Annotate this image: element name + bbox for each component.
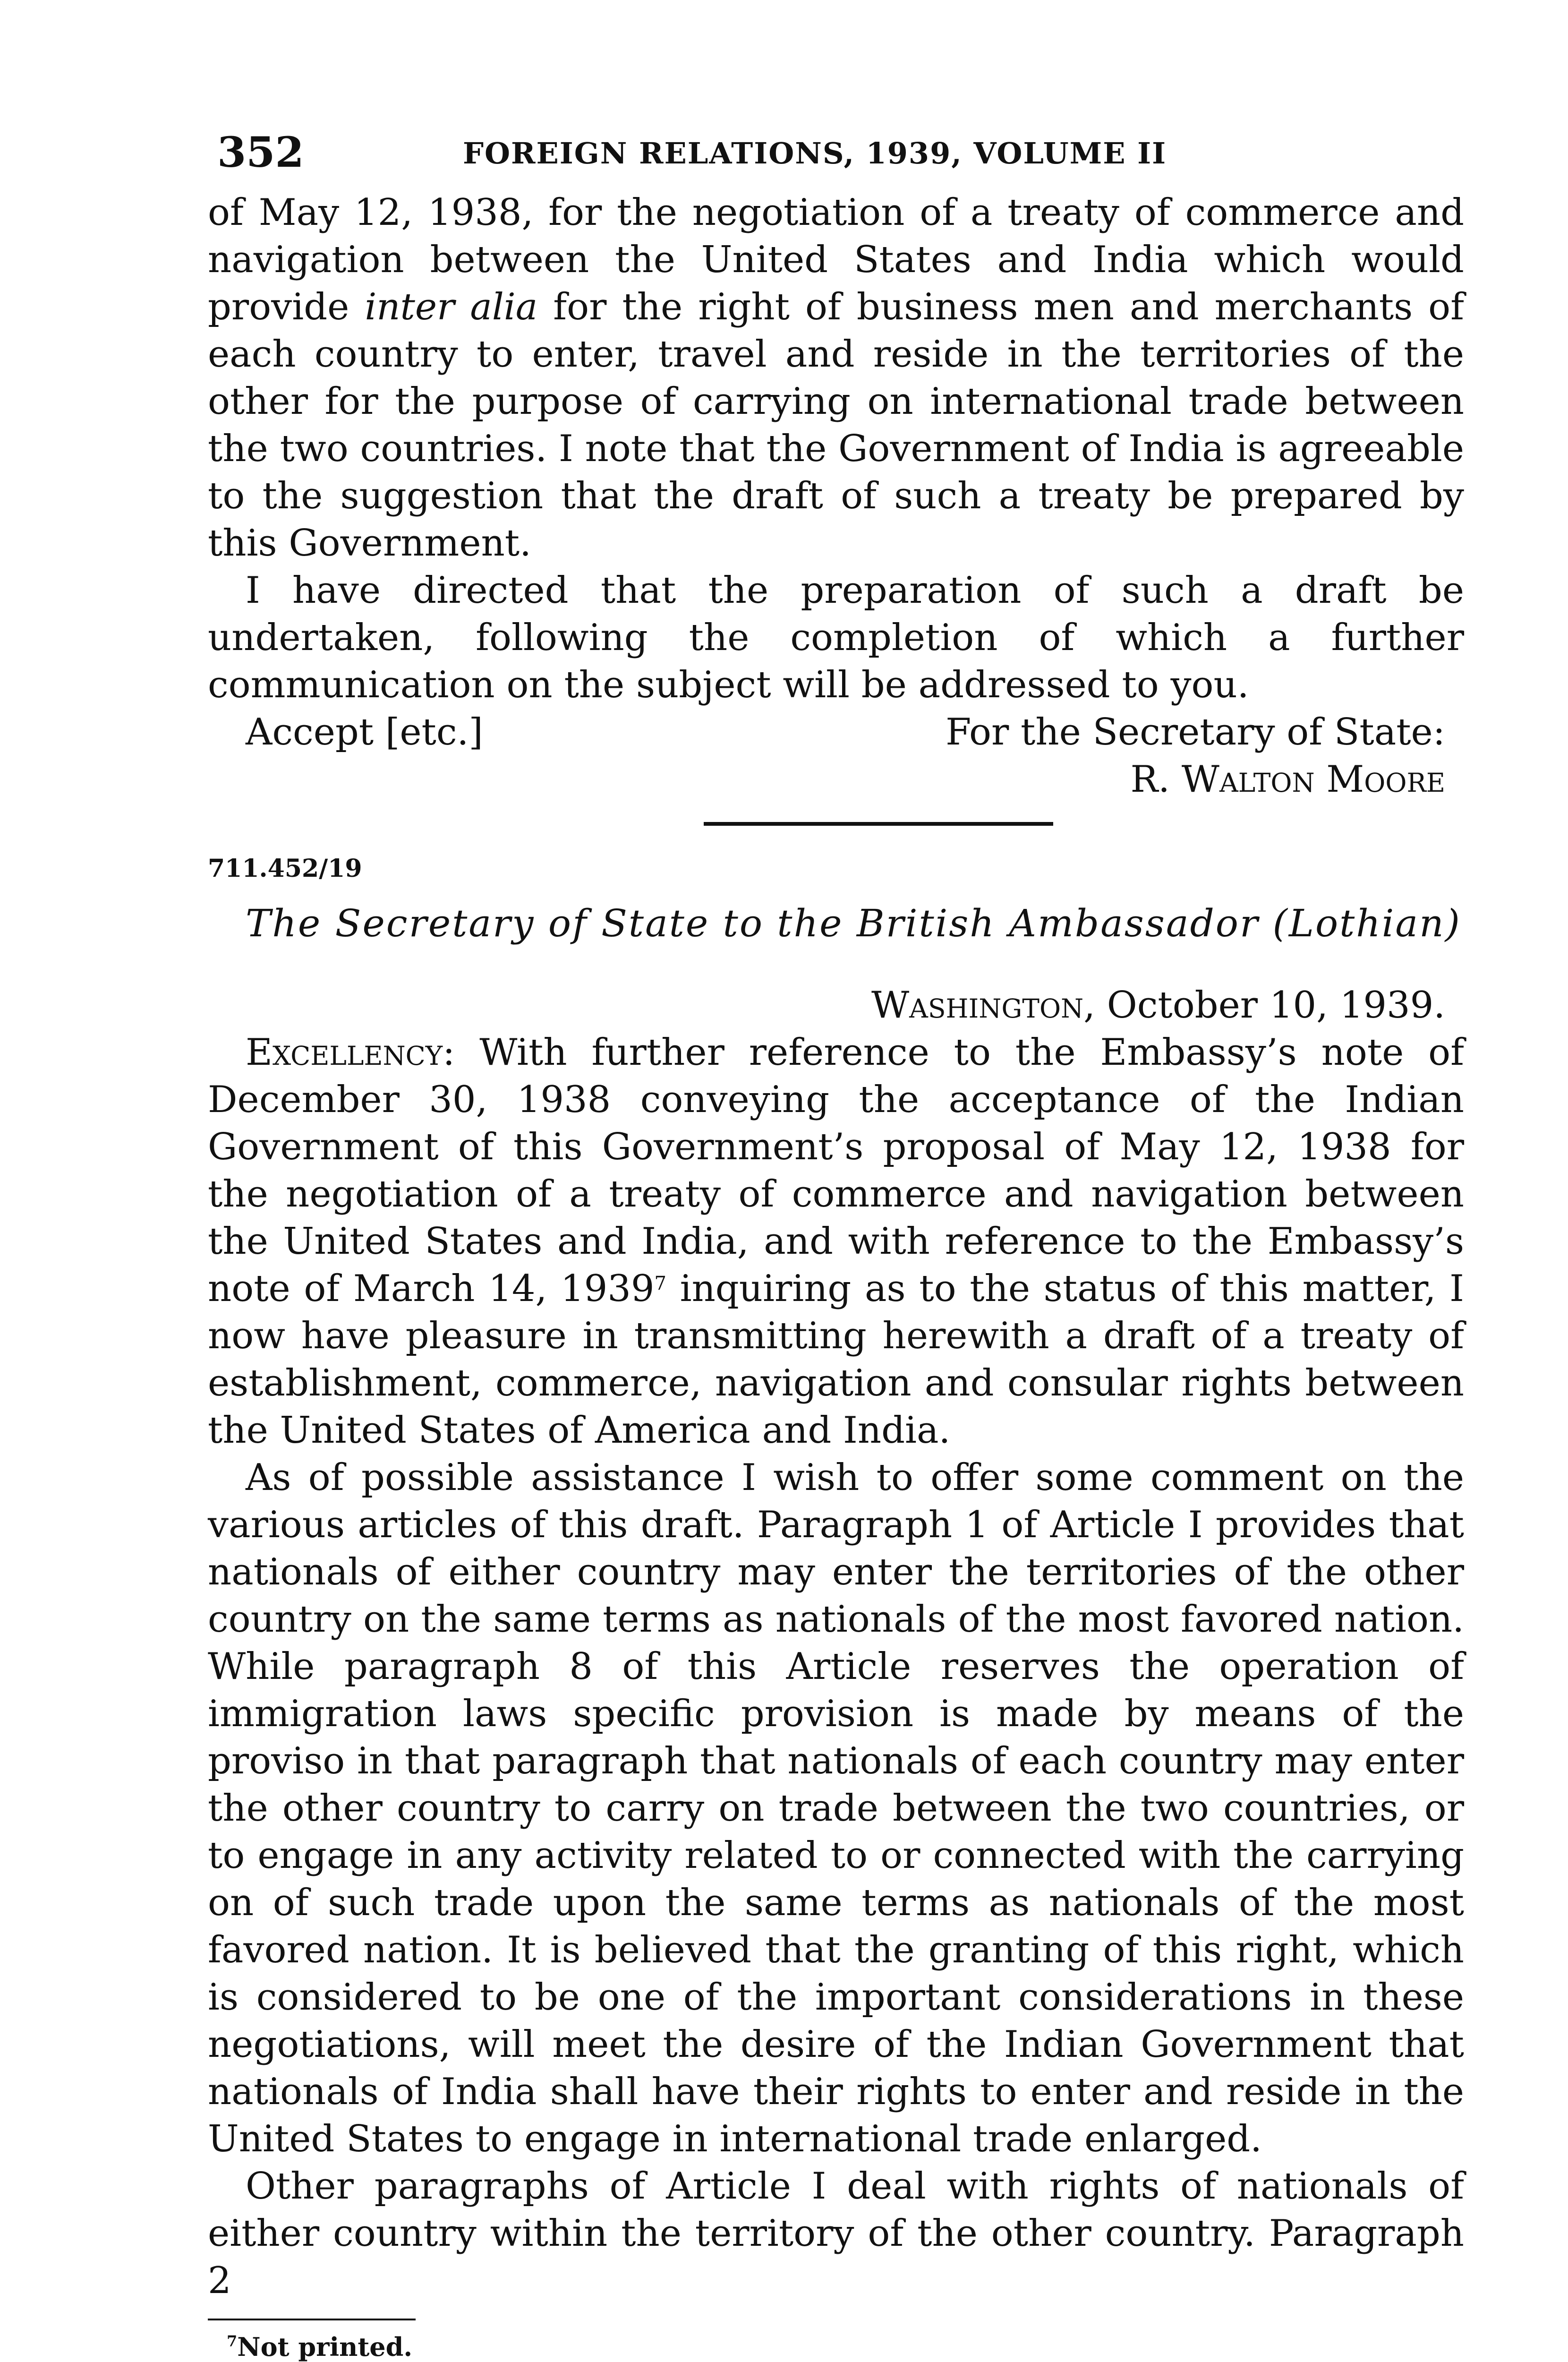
- footnote-rule: [208, 2319, 416, 2320]
- signature: R. Walton Moore: [1130, 758, 1445, 801]
- letter-2-paragraph-3: Other paragraphs of Article I deal with rights of nationals of either country within the territory of the other country. Paragraph 2: [208, 2165, 1464, 2302]
- letter-2-paragraph-2: As of possible assistance I wish to offer some comment on the various articles of this draft. Paragraph 1 of Article I provides that nationals of either country may enter the territories of the other country on the same terms as nationals of the most favored nation. While paragraph 8 of this Article reserves the operation of immigration laws specific provision is made by means of the proviso in that paragraph that nationals of each country may enter the other country to carry on trade between the two countries, or to engage in any activity related to or connected with the carrying on of such trade upon the same terms as nationals of the most favored nation. It is believed that the granting of this right, which is considered to be one of the important considerations in these negotiations, will meet the desire of the Indian Government that nationals of India shall have their rights to enter and reside in the United States to engage in international trade enlarged.: [208, 1456, 1464, 2160]
- dateline-place: Washington,: [871, 984, 1095, 1027]
- letter-1-paragraph-2: I have directed that the preparation of such a draft be undertaken, following the completion of which a further communication on the subject will be addressed to you.: [208, 569, 1464, 706]
- text-run: of May 12, 1938, for the negotiation of a treaty of commerce and navigation between the United States and India which would provide: [208, 191, 1464, 328]
- letter-1-body: [208, 189, 1464, 803]
- footnote-reference[interactable]: 7: [654, 1273, 666, 1294]
- for-secretary-line: For the Secretary of State:: [946, 711, 1445, 753]
- text-run: With further reference to the Embassy’s note of December 30, 1938 conveying the acceptance of the Indian Government of this Government’s proposal of May 12, 1938 for the negotiation of a treaty of commerce and navigation between the United States and India, and with reference to the Embassy’s note of March 14, 1939: [208, 1031, 1464, 1310]
- closing-row: [208, 709, 1464, 756]
- footnote-mark: 7: [227, 2332, 238, 2350]
- italic-phrase: inter alia: [365, 286, 538, 328]
- section-divider: [704, 822, 1053, 826]
- dateline-date: October 10, 1939.: [1095, 984, 1445, 1027]
- document-page: [208, 128, 1464, 2362]
- footnote: [208, 2332, 1464, 2362]
- complimentary-close: Accept [etc.]: [246, 711, 483, 753]
- text-run: inquiring as to the status of this matter, I now have pleasure in transmitting herewith a draft of a treaty of establishment, commerce, navigation and consular rights between the United States of America and India.: [208, 1267, 1464, 1452]
- letter-2-paragraph-1: [208, 1029, 1464, 1454]
- letter-2-body: [208, 982, 1464, 2304]
- page-header: [208, 128, 1464, 189]
- page-number: 352: [217, 128, 304, 177]
- text-run: for the right of business men and merchants of each country to enter, travel and reside in the territories of the other for the purpose of carrying on international trade between the two countries. I note that the Government of India is agreeable to the suggestion that the draft of such a treaty be prepared by this Government.: [208, 286, 1464, 565]
- document-title: The Secretary of State to the British Ambassador (Lothian): [246, 901, 1461, 945]
- letter-1-paragraph-1: [208, 189, 1464, 567]
- dateline: [208, 982, 1464, 1029]
- file-number: 711.452/19: [208, 854, 362, 883]
- running-head: FOREIGN RELATIONS, 1939, VOLUME II: [463, 136, 1167, 171]
- salutation: Excellency:: [246, 1031, 455, 1074]
- footnote-text: Not printed.: [237, 2332, 413, 2362]
